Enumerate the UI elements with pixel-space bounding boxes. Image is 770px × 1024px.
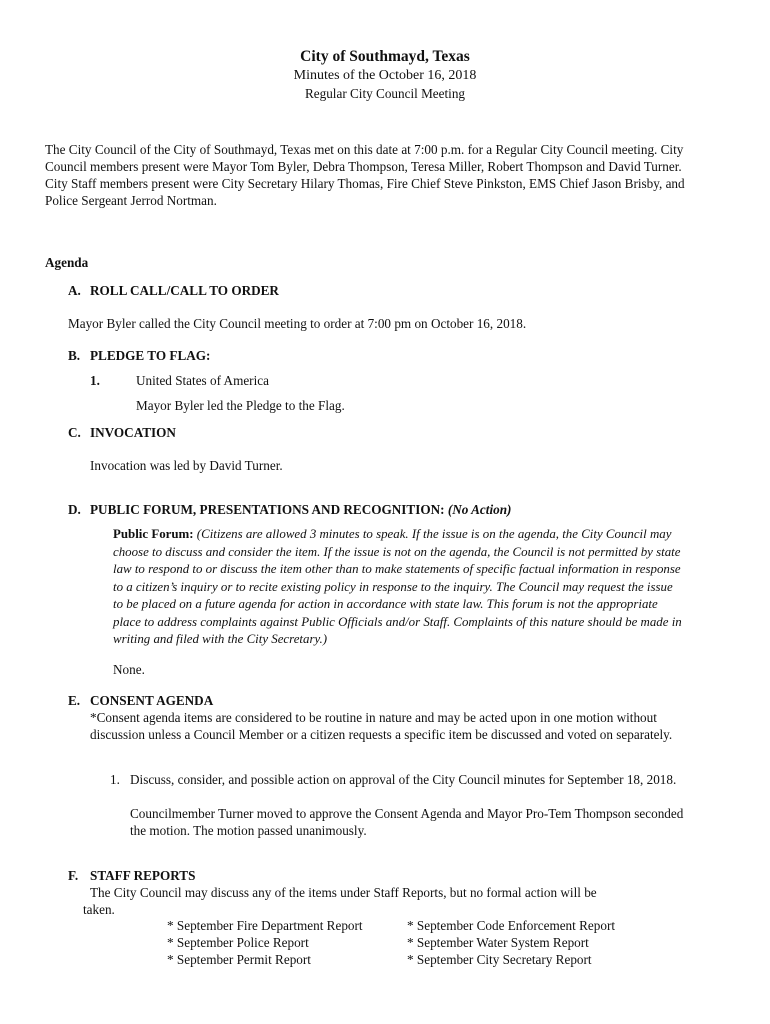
- section-title: ROLL CALL/CALL TO ORDER: [90, 283, 279, 298]
- section-letter: B.: [68, 348, 81, 363]
- motion-line: the motion. The motion passed unanimously.: [130, 823, 367, 838]
- section-title: CONSENT AGENDA: [90, 693, 214, 708]
- forum-line: to a citizen’s inquiry or to recite existing policy in response to the inquiry. The Council may request the issue: [113, 579, 673, 594]
- section-title: STAFF REPORTS: [90, 868, 196, 883]
- page-title: City of Southmayd, Texas: [300, 48, 470, 65]
- item-number: 1.: [90, 373, 100, 388]
- report-item: * September Code Enforcement Report: [407, 918, 616, 933]
- forum-text: (Citizens are allowed 3 minutes to speak. If the issue is on the agenda, the City Council may: [196, 527, 672, 541]
- section-title: PUBLIC FORUM, PRESENTATIONS AND RECOGNITION:: [90, 502, 445, 517]
- agenda-heading: Agenda: [45, 255, 89, 270]
- report-item: * September Police Report: [167, 935, 309, 950]
- section-letter: F.: [68, 868, 79, 883]
- section-title: INVOCATION: [90, 425, 176, 440]
- minutes-date: Minutes of the October 16, 2018: [293, 68, 477, 83]
- intro-line: The City Council of the City of Southmayd, Texas met on this date at 7:00 p.m. for a Regular City Council meeting. City: [45, 142, 684, 157]
- section-text: Mayor Byler called the City Council meeting to order at 7:00 pm on October 16, 2018.: [68, 316, 527, 331]
- section-letter: E.: [68, 693, 81, 708]
- forum-line: law to respond to or discuss the item other than to make statements of specific factual information in response: [113, 562, 681, 576]
- forum-line: writing and filed with the City Secretary.): [113, 632, 327, 646]
- section-letter: D.: [68, 502, 81, 517]
- section-text: discussion unless a Council Member or a citizen requests a specific item be discussed and voted on separately.: [90, 727, 673, 742]
- forum-line: choose to discuss and consider the item. If the issue is not on the agenda, the Council is not permitted by state: [113, 544, 681, 559]
- intro-line: Council members present were Mayor Tom Byler, Debra Thompson, Teresa Miller, Robert Thompson and David Turner.: [45, 159, 682, 174]
- section-title: PLEDGE TO FLAG:: [90, 348, 211, 363]
- forum-first-line: [113, 526, 671, 543]
- section-heading: [90, 501, 511, 518]
- meeting-type: Regular City Council Meeting: [304, 86, 466, 101]
- report-item: * September Fire Department Report: [167, 918, 363, 933]
- section-text: *Consent agenda items are considered to be routine in nature and may be acted upon in one motion without: [90, 710, 657, 725]
- section-letter: C.: [68, 425, 81, 440]
- item-number: 1.: [110, 772, 120, 787]
- section-title-note: (No Action): [447, 502, 512, 517]
- forum-line: place to address complaints against Public Officials and/or Staff. Complaints of this nature should be made in: [113, 614, 682, 629]
- intro-line: Police Sergeant Jerrod Nortman.: [45, 193, 217, 208]
- report-item: * September Water System Report: [407, 935, 589, 950]
- section-text: taken.: [83, 902, 115, 917]
- motion-line: Councilmember Turner moved to approve the Consent Agenda and Mayor Pro-Tem Thompson seconded: [130, 806, 684, 821]
- section-letter: A.: [68, 283, 81, 298]
- intro-line: City Staff members present were City Secretary Hilary Thomas, Fire Chief Steve Pinkston, EMS Chief Jason Brisby, and: [45, 176, 685, 191]
- item-text: United States of America: [136, 373, 269, 388]
- forum-line: to be placed on a future agenda for action in accordance with state law. This forum is not the appropriate: [113, 597, 658, 611]
- item-note: Mayor Byler led the Pledge to the Flag.: [136, 398, 345, 413]
- section-text: Invocation was led by David Turner.: [90, 458, 283, 473]
- forum-label: Public Forum:: [113, 527, 194, 541]
- section-text: The City Council may discuss any of the items under Staff Reports, but no formal action will be: [90, 885, 597, 900]
- forum-none: None.: [113, 662, 145, 677]
- item-text: Discuss, consider, and possible action on approval of the City Council minutes for September 18, 2018.: [130, 772, 677, 787]
- report-item: * September Permit Report: [167, 952, 311, 967]
- report-item: * September City Secretary Report: [407, 952, 592, 967]
